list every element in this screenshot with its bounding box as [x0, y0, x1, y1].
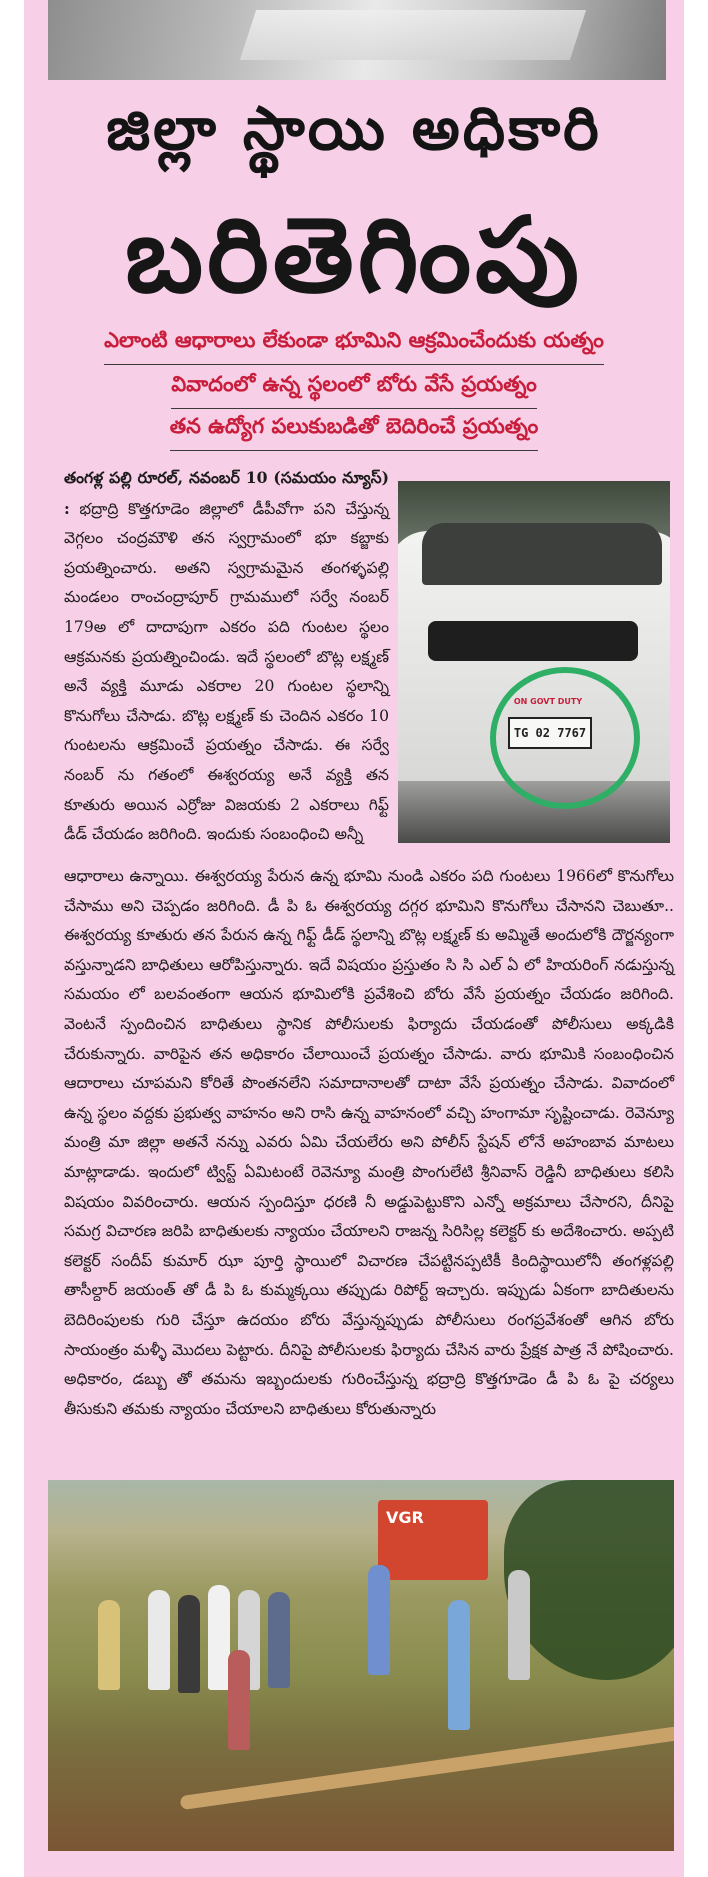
headline-line-2: బరితెగింపు — [125, 194, 583, 316]
subheadline-3: తన ఉద్యోగ పలుకుబడితో బెదిరించే ప్రయత్నం — [24, 414, 684, 451]
article-column-body: భద్రాద్రి కొత్తగూడెం జిల్లాలో డీపీవోగా పని చేస్తున్న వెగ్గలం చంద్రమౌళి తన స్వగ్రామంలో భూ కబ్జాకు ప్రయత్నించారు. అతని స్వగ్రామమైన తంగళ్ళపల్లి మండలం రాంచంద్రాపూర్ గ్రామములో సర్వే నంబర్ 179అ లో దాదాపుగా ఎకరం పది గుంటల స్థలం ఆక్రమనకు ప్రయత్నించిండు. ఇదే స్థలంలో బొట్ల లక్ష్మణ్ అనే వ్యక్తి మూడు ఎకరాల 20 గుంటల స్థలాన్ని కొనుగోలు చేసాడు. బొట్ల లక్ష్మణ్ కు చెందిన ఎకరం 10 గుంటలను ఆక్రమించే ప్రయత్నం చేసాడు. ఈ సర్వే నంబర్ ను గతంలో ఈశ్వరయ్య అనే వ్యక్తి తన కూతురు అయిన ఎర్రోజు విజయకు 2 ఎకరాలు గిఫ్ట్ డీడ్ చేయడం జరిగింది. ఇందుకు సంబంధించి అన్నీ — [64, 499, 389, 844]
highlight-circle — [490, 667, 640, 809]
license-plate: TG 02 7767 — [508, 717, 592, 749]
car-photo — [398, 481, 670, 843]
article-column-text — [64, 463, 389, 850]
truck-text: VGR — [386, 1508, 424, 1527]
headline-line-1: జిల్లా స్థాయి అధికారి — [106, 94, 602, 164]
article-full-width-text: ఆధారాలు ఉన్నాయి. ఈశ్వరయ్య పేరున ఉన్న భూమి నుండి ఎకరం పది గుంటలు 1966లో కొనుగోలు చేసాము అని చెప్పడం జరిగింది. డీ పి ఓ ఈశ్వరయ్య దగ్గర భూమిని కొనుగోలు చేసానని చెబుతూ.. ఈశ్వరయ్య కూతురు తన పేరున ఉన్న గిఫ్ట్ డీడ్ స్థలాన్ని బొట్ల లక్ష్మణ్ కు అమ్మితే అందులోకి దౌర్జన్యంగా వస్తున్నాడని బాధితులు ఆరోపిస్తున్నారు. ఇదే విషయం ప్రస్తుతం సి సి ఎల్ ఏ లో హియరింగ్ నడుస్తున్న సమయం లో బలవంతంగా ఆయన భూమిలోకి ప్రవేశించి బోరు వేసే ప్రయత్నం చేయడం జరిగింది. వెంటనే స్పందించిన బాధితులు స్థానిక పోలీసులకు ఫిర్యాదు చేయడంతో పోలీసులు అక్కడికి చేరుకున్నారు. వారిపైన తన అధికారం చేలాయించే ప్రయత్నం చేసాడు. వారు భూమికి సంబంధించిన ఆదారాలు చూపమని కోరితే పొంతనలేని సమాదానాలతో దాటా వేసే ప్రయత్నం చేసాడు. వివాదంలో ఉన్న స్థలం వద్దకు ప్రభుత్వ వాహనం అని రాసి ఉన్న వాహనంలో వచ్చి హంగామా సృష్టించాడు. రెవెన్యూ మంత్రి మా జిల్లా అతనే నన్ను ఎవరు ఏమి చేయలేరు అని పోలీస్ స్టేషన్ లోనే అహంబావ మాటలు మాట్లాడాడు. ఇందులో ట్విస్ట్ ఏమిటంటే రెవెన్యూ మంత్రి పొంగులేటి శ్రీనివాస్ రెడ్డినీ బాధితులు కలిసి విషయం వివరించారు. ఆయన స్పందిస్తూ ధరణి నీ అడ్డుపెట్టుకొని ఎన్నో అక్రమాలు చేసారని, దీనిపై సమగ్ర విచారణ జరిపి బాధితులకు న్యాయం చేయాలని రాజన్న సిరిసిల్ల కలెక్టర్ కు అదేశించారు. అప్పటి కలెక్టర్ సందీప్ కుమార్ ఝా పూర్తి స్థాయిలో విచారణ చేపట్టినప్పటికీ కిందిస్థాయిలోనీ తంగళ్లపల్లి తాసీల్దార్ జయంత్ తో డీ పి ఓ కుమ్మక్కయి తప్పుడు రిపోర్ట్ ఇచ్చారు. ఇప్పుడు ఏకంగా బాదితులను బెదిరింపులకు గురి చేస్తూ ఉదయం బోరు వేస్తున్నప్పుడు పోలీసులు రంగప్రవేశంతో ఆగిన బోరు సాయంత్రం మళ్ళీ మొదలు పెట్టారు. దీనిపై పోలీసులకు ఫిర్యాదు చేసిన వారు ప్రేక్షక పాత్ర నే పోషించారు. అధికారం, డబ్బు తో తమను ఇబ్బందులకు గురించేస్తున్న భద్రాద్రి కొత్తగూడెం డీ పి ఓ పై చర్యలు తీసుకుని తమకు న్యాయం చేయాలని బాధితులు కోరుతున్నారు — [64, 867, 674, 1418]
plate-top-label: ON GOVT DUTY — [513, 697, 583, 706]
subheadline-1: ఎలాంటి ఆధారాలు లేకుండా భూమిని ఆక్రమించేందుకు యత్నం — [24, 328, 684, 365]
crowd-photo — [48, 1480, 674, 1851]
top-photo — [48, 0, 666, 80]
subheadline-2: వివాదంలో ఉన్న స్థలంలో బోరు వేసే ప్రయత్నం — [24, 372, 684, 409]
article-dateline: తంగళ్ల పల్లి రూరల్, నవంబర్ 10 (సమయం న్యూస్) : — [64, 468, 389, 518]
